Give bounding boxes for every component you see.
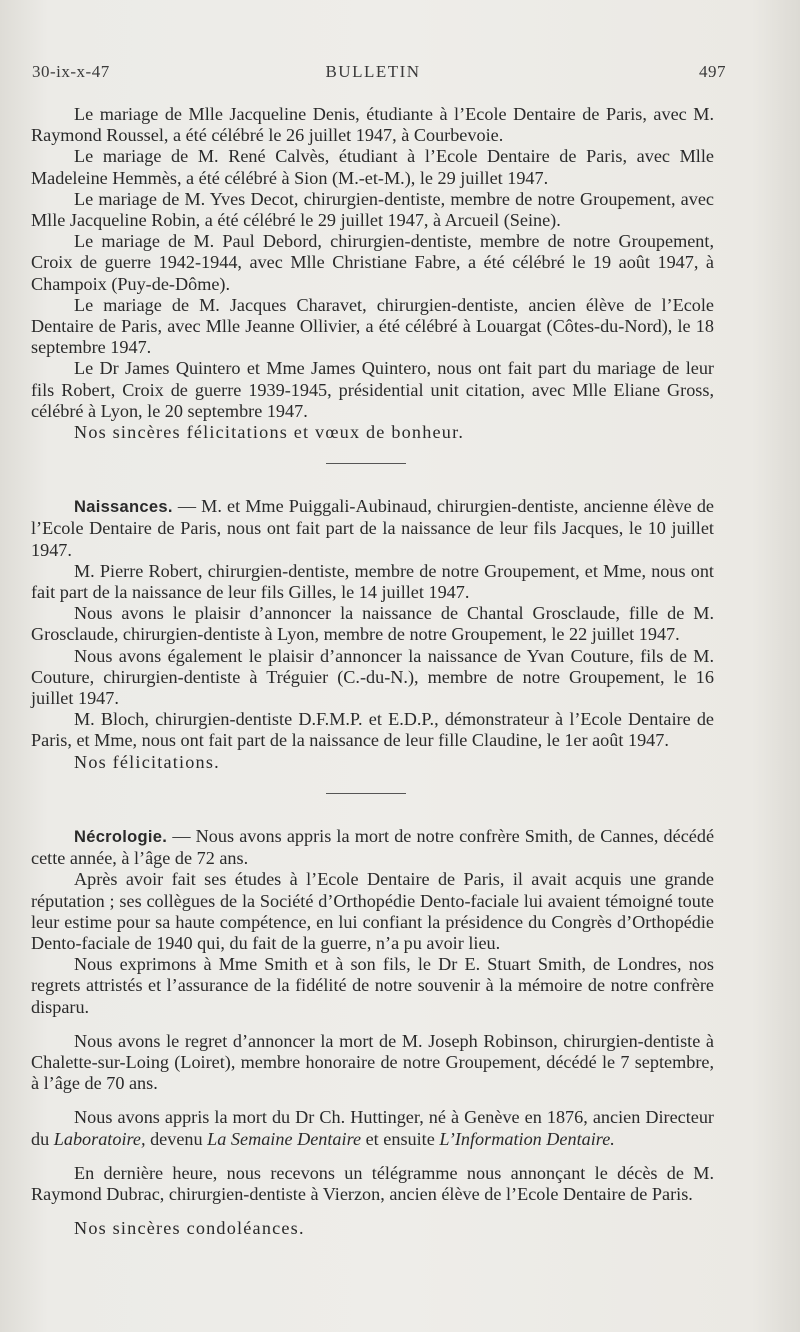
huttinger-paragraph xyxy=(31,1107,714,1149)
mariages-section xyxy=(31,104,714,443)
mariage-paragraph: Le Dr James Quintero et Mme James Quintero, nous ont fait part du mariage de leur fils Robert, Croix de guerre 1939-1945, présidential unit citation, avec Mlle Eliane Gross, célébré à Lyon, le 20 septembre 1947. xyxy=(31,358,714,421)
mariage-paragraph: Le mariage de M. Yves Decot, chirurgien-dentiste, membre de notre Groupement, avec Mlle Jacqueline Robin, a été célébré le 29 juillet 1947, à Arcueil (Seine). xyxy=(31,188,714,231)
mariage-paragraph: Le mariage de M. Paul Debord, chirurgien-dentiste, membre de notre Groupement, Croix de guerre 1942-1944, avec Mlle Christiane Fabre, a été célébré le 19 août 1947, à Champoix (Puy-de-Dôme). xyxy=(31,231,714,294)
naissance-paragraph: Nous avons également le plaisir d’annoncer la naissance de Yvan Couture, fils de M. Couture, chirurgien-dentiste à Tréguier (C.-du-N.), membre de notre Groupement, le 16 juillet 1947. xyxy=(31,645,714,709)
mariage-closing: Nos sincères félicitations et vœux de bonheur. xyxy=(74,422,465,443)
necrologie-closing: Nos sincères condoléances. xyxy=(74,1218,305,1239)
journal-title: La Semaine Dentaire xyxy=(207,1128,362,1149)
journal-title: Laboratoire, xyxy=(53,1128,146,1149)
journal-title: L’Information Dentaire. xyxy=(439,1128,615,1149)
section-divider xyxy=(326,463,406,464)
naissance-paragraph: M. Bloch, chirurgien-dentiste D.F.M.P. et E.D.P., démonstrateur à l’Ecole Dentaire de Paris, et Mme, nous ont fait part de la naissance de leur fille Claudine, le 1er août 1947. xyxy=(31,709,714,751)
mariage-paragraph: Le mariage de M. René Calvès, étudiant à l’Ecole Dentaire de Paris, avec Mlle Madeleine Hemmès, a été célébré à Sion (M.-et-M.), le 29 juillet 1947. xyxy=(31,146,714,188)
mariage-paragraph: Le mariage de M. Jacques Charavet, chirurgien-dentiste, ancien élève de l’Ecole Dentaire de Paris, avec Mlle Jeanne Ollivier, a été célébré à Louargat (Côtes-du-Nord), le 18 septembre 1947. xyxy=(31,294,714,358)
necrologie-paragraph: Nous exprimons à Mme Smith et à son fils, le Dr E. Stuart Smith, de Londres, nos regrets attristés et l’assurance de la fidélité de notre souvenir à la mémoire de notre confrère disparu. xyxy=(31,954,714,1017)
naissance-paragraph: Nous avons le plaisir d’annoncer la naissance de Chantal Grosclaude, fille de M. Grosclaude, chirurgien-dentiste à Lyon, membre de notre Groupement, le 22 juillet 1947. xyxy=(31,603,714,645)
naissances-section xyxy=(31,496,715,773)
header-title: BULLETIN xyxy=(325,62,421,81)
necrologie-label: Nécrologie. xyxy=(74,827,168,846)
necrologie-first-text: — Nous avons appris la mort de notre confrère Smith, de Cannes, décédé cette année, à l’âge de 72 ans. xyxy=(31,825,715,869)
huttinger-text-c: et ensuite xyxy=(365,1128,435,1149)
necrologie-section xyxy=(31,825,715,1239)
dubrac-paragraph: En dernière heure, nous recevons un télégramme nous annonçant le décès de M. Raymond Dubrac, chirurgien-dentiste à Vierzon, ancien élève de l’Ecole Dentaire de Paris. xyxy=(31,1162,714,1204)
naissances-first-paragraph xyxy=(31,496,714,561)
section-divider xyxy=(326,793,406,794)
naissances-label: Naissances. xyxy=(74,498,173,517)
naissances-first-text: — M. et Mme Puiggali-Aubinaud, chirurgien-dentiste, ancienne élève de l’Ecole Dentaire de Paris, nous ont fait part de la naissance de leur fils Jacques, le 10 juillet 1947. xyxy=(31,496,715,560)
mariage-paragraph: Le mariage de Mlle Jacqueline Denis, étudiante à l’Ecole Dentaire de Paris, avec M. Raymond Roussel, a été célébré le 26 juillet 1947, à Courbevoie. xyxy=(31,104,714,146)
robinson-paragraph: Nous avons le regret d’annoncer la mort de M. Joseph Robinson, chirurgien-dentiste à Chalette-sur-Loing (Loiret), membre honoraire de notre Groupement, décédé le 7 septembre, à l’âge de 70 ans. xyxy=(31,1030,714,1094)
huttinger-text-a: Nous avons appris la mort du Dr Ch. Huttinger, né à Genève en 1876, ancien Directeur du xyxy=(31,1107,714,1149)
page-number: 497 xyxy=(699,62,726,81)
necrologie-paragraph: Après avoir fait ses études à l’Ecole Dentaire de Paris, il avait acquis une grande réputation ; ses collègues de la Société d’Orthopédie Dento-faciale lui avaient témoigné toute leur estime pour sa haute compétence, en lui confiant la présidence du Congrès d’Orthopédie Dento-faciale de 1940 qui, du fait de la guerre, n’a pu avoir lieu. xyxy=(31,869,714,953)
page-header xyxy=(32,62,726,92)
article-body xyxy=(31,104,715,1239)
naissances-closing: Nos félicitations. xyxy=(74,751,220,772)
huttinger-text-b: devenu xyxy=(150,1128,203,1149)
necrologie-first-paragraph xyxy=(31,826,714,869)
naissance-paragraph: M. Pierre Robert, chirurgien-dentiste, membre de notre Groupement, et Mme, nous ont fait part de la naissance de leur fils Gilles, le 14 juillet 1947. xyxy=(31,560,714,603)
header-date: 30-ix-x-47 xyxy=(32,62,110,81)
